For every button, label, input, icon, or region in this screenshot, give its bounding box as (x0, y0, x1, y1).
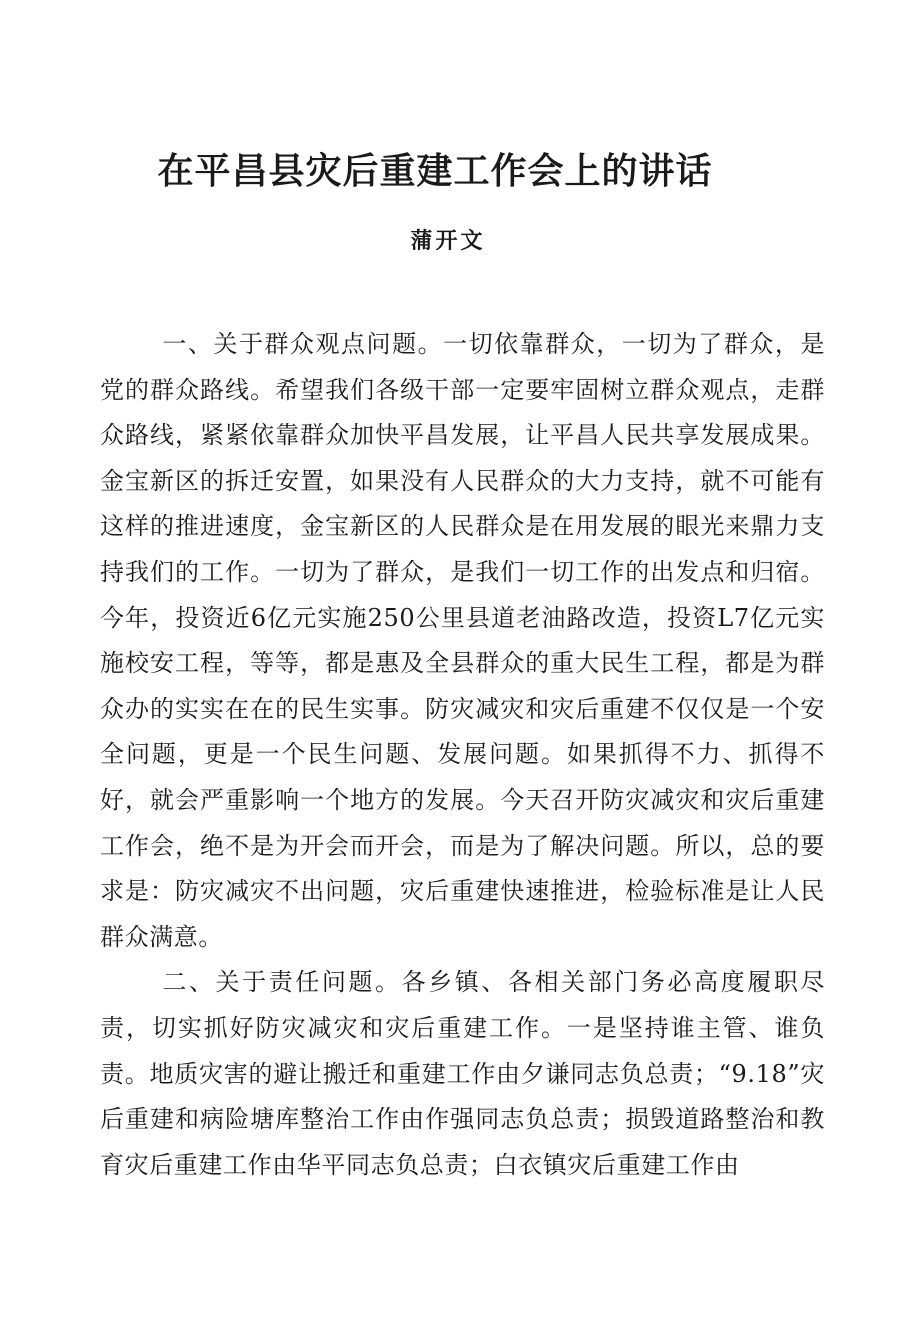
paragraph-2: 二、关于责任问题。各乡镇、各相关部门务必高度履职尽责，切实抓好防灾减灾和灾后重建工作。一是坚持谁主管、谁负责。地质灾害的避让搬迁和重建工作由夕谦同志负总责；“9.18”灾后重建和病险塘库整治工作由作强同志负总责；损毁道路整治和教育灾后重建工作由华平同志负总责；白衣镇灾后重建工作由 (100, 968, 825, 1179)
paragraph-1: 一、关于群众观点问题。一切依靠群众，一切为了群众，是党的群众路线。希望我们各级干部一定要牢固树立群众观点，走群众路线，紧紧依靠群众加快平昌发展，让平昌人民共享发展成果。金宝新区的拆迁安置，如果没有人民群众的大力支持，就不可能有这样的推进速度，金宝新区的人民群众是在用发展的眼光来鼎力支持我们的工作。一切为了群众，是我们一切工作的出发点和归宿。今年，投资近6亿元实施250公里县道老油路改造，投资L7亿元实施校安工程，等等，都是惠及全县群众的重大民生工程，都是为群众办的实实在在的民生实事。防灾减灾和灾后重建不仅仅是一个安全问题，更是一个民生问题、发展问题。如果抓得不力、抓得不好，就会严重影响一个地方的发展。今天召开防灾减灾和灾后重建工作会，绝不是为开会而开会，而是为了解决问题。所以，总的要求是：防灾减灾不出问题，灾后重建快速推进，检验标准是让人民群众满意。 (100, 330, 825, 951)
document-author: 蒲开文 (410, 229, 486, 254)
document-body (100, 322, 825, 1188)
document-title: 在平昌县灾后重建工作会上的讲话 (157, 151, 713, 192)
